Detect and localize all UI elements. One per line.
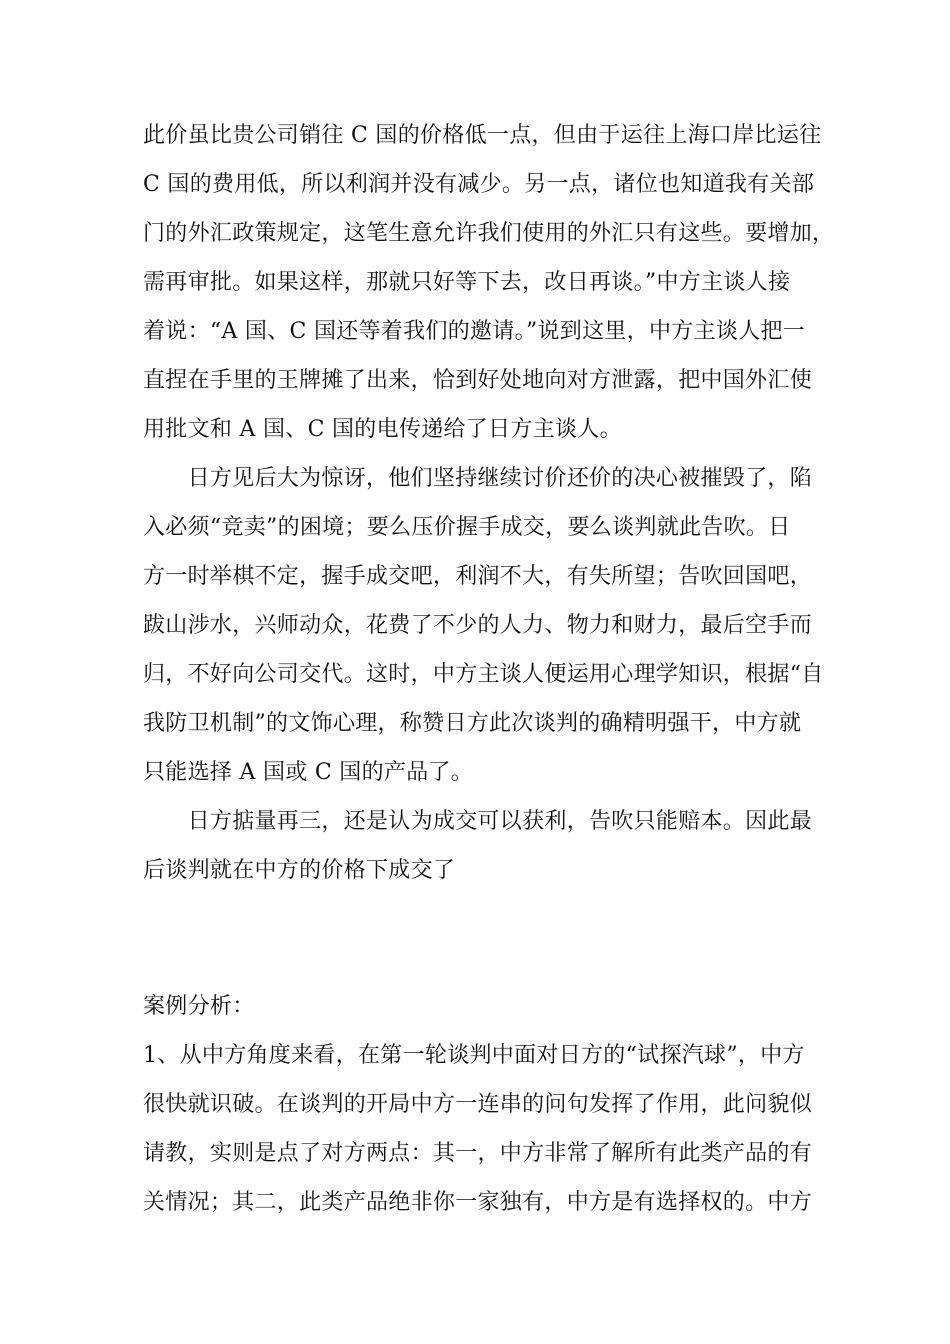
text-line: 着说：“A 国、C 国还等着我们的邀请。”说到这里，中方主谈人把一 bbox=[143, 319, 806, 344]
text-line: 很快就识破。在谈判的开局中方一连串的问句发挥了作用，此问貌似 bbox=[143, 1092, 813, 1117]
text-line: 日方掂量再三，还是认为成交可以获利，告吹只能赔本。因此最 bbox=[143, 809, 813, 834]
text-line: 日方见后大为惊讶，他们坚持继续讨价还价的决心被摧毁了，陷 bbox=[143, 466, 813, 491]
text-line: 门的外汇政策规定，这笔生意允许我们使用的外汇只有这些。要增加， bbox=[143, 221, 835, 246]
text-line: 后谈判就在中方的价格下成交了 bbox=[143, 858, 456, 883]
text-line: 请教，实则是点了对方两点：其一，中方非常了解所有此类产品的有 bbox=[143, 1141, 813, 1166]
text-line: 入必须“竞卖”的困境；要么压价握手成交，要么谈判就此告吹。日 bbox=[143, 515, 791, 540]
text-line: 只能选择 A 国或 C 国的产品了。 bbox=[143, 760, 474, 785]
section-heading: 案例分析： bbox=[143, 994, 255, 1019]
text-line: 我防卫机制”的文饰心理，称赞日方此次谈判的确精明强干，中方就 bbox=[143, 711, 802, 736]
blank-space bbox=[143, 895, 813, 982]
document-body bbox=[143, 111, 835, 1227]
text-line: 归，不好向公司交代。这时，中方主谈人便运用心理学知识，根据“自 bbox=[143, 662, 824, 687]
text-line: 需再审批。如果这样，那就只好等下去，改日再谈。”中方主谈人接 bbox=[143, 270, 791, 295]
paragraph-1 bbox=[143, 111, 835, 454]
text-line: 此价虽比贵公司销往 C 国的价格低一点，但由于运往上海口岸比运往 bbox=[143, 123, 822, 148]
paragraph-3 bbox=[143, 797, 813, 895]
text-line: 跋山涉水，兴师动众，花费了不少的人力、物力和财力，最后空手而 bbox=[143, 613, 813, 638]
text-line: 用批文和 A 国、C 国的电传递给了日方主谈人。 bbox=[143, 417, 622, 442]
text-line: 1、从中方角度来看，在第一轮谈判中面对日方的“试探汽球”，中方 bbox=[143, 1043, 805, 1068]
text-line: 直捏在手里的王牌摊了出来，恰到好处地向对方泄露，把中国外汇使 bbox=[143, 368, 813, 393]
paragraph-2 bbox=[143, 454, 824, 797]
analysis-paragraph bbox=[143, 1031, 813, 1227]
text-line: 方一时举棋不定，握手成交吧，利润不大，有失所望；告吹回国吧， bbox=[143, 564, 813, 589]
text-line: C 国的费用低，所以利润并没有减少。另一点，诸位也知道我有关部 bbox=[143, 172, 815, 197]
text-line: 关情况；其二，此类产品绝非你一家独有，中方是有选择权的。中方 bbox=[143, 1190, 813, 1215]
